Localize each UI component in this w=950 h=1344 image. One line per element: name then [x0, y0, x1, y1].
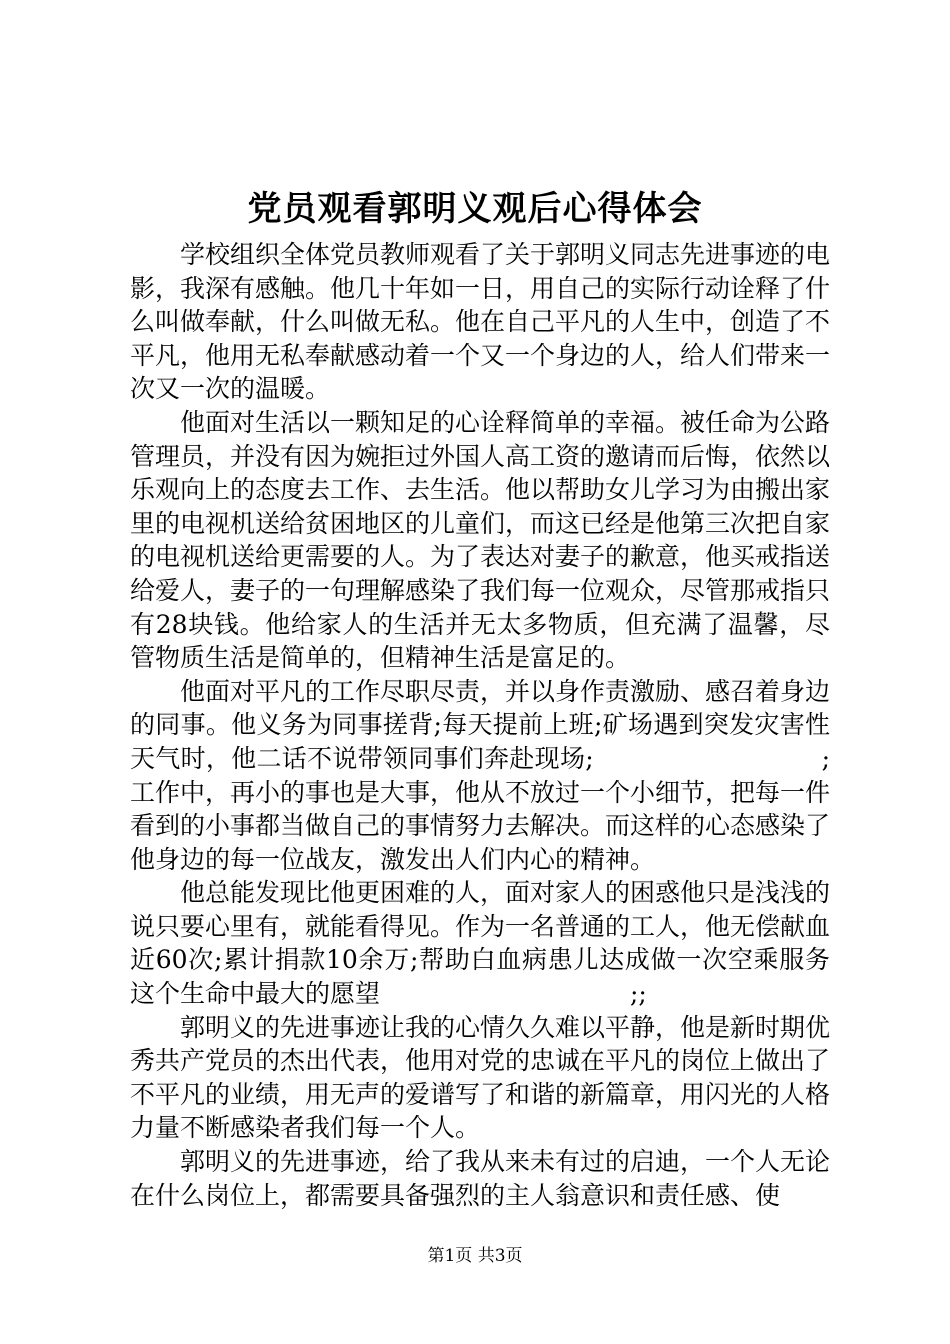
paragraph: 他面对生活以一颗知足的心诠释简单的幸福。被任命为公路管理员，并没有因为婉拒过外国人高工资的邀请而后悔，依然以乐观向上的态度去工作、去生活。他以帮助女儿学习为由搬出家里的电视机送给贫困地区的儿童们，而这已经是他第三次把自家的电视机送给更需要的人。为了表达对妻子的歉意，他买戒指送给爱人，妻子的一句理解感染了我们每一位观众，尽管那戒指只有28块钱。他给家人的生活并无太多物质，但充满了温馨，尽管物质生活是简单的，但精神生活是富足的。	[130, 407, 831, 673]
paragraph: 他面对平凡的工作尽职尽责，并以身作责激励、感召着身边的同事。他义务为同事搓背;每天提前上班;矿场遇到突发灾害性天气时，他二话不说带领同事们奔赴现场; ;工作中，再小的事也是大事，他从不放过一个小细节，把每一件看到的小事都当做自己的事情努力去解决。而这样的心态感染了他身边的每一位战友，激发出人们内心的精神。	[130, 676, 831, 874]
document-body	[130, 238, 830, 1212]
page-number-footer: 第1页 共3页	[427, 1246, 523, 1266]
paragraph: 他总能发现比他更困难的人，面对家人的困惑他只是浅浅的说只要心里有，就能看得见。作为一名普通的工人，他无偿献血近60次;累计捐款10余万;帮助白血病患儿达成做一次空乘服务这个生命中最大的愿望 ;;	[130, 878, 831, 1009]
paragraph: 郭明义的先进事迹让我的心情久久难以平静，他是新时期优秀共产党员的杰出代表，他用对党的忠诚在平凡的岗位上做出了不平凡的业绩，用无声的爱谱写了和谐的新篇章，用闪光的人格力量不断感染者我们每一个人。	[130, 1012, 831, 1143]
paragraph: 郭明义的先进事迹，给了我从来未有过的启迪，一个人无论在什么岗位上，都需要具备强烈的主人翁意识和责任感、使	[130, 1147, 831, 1210]
paragraph: 学校组织全体党员教师观看了关于郭明义同志先进事迹的电影，我深有感触。他几十年如一日，用自己的实际行动诠释了什么叫做奉献，什么叫做无私。他在自己平凡的人生中，创造了不平凡，他用无私奉献感动着一个又一个身边的人，给人们带来一次又一次的温暖。	[130, 240, 831, 404]
document-title: 党员观看郭明义观后心得体会	[247, 189, 703, 229]
